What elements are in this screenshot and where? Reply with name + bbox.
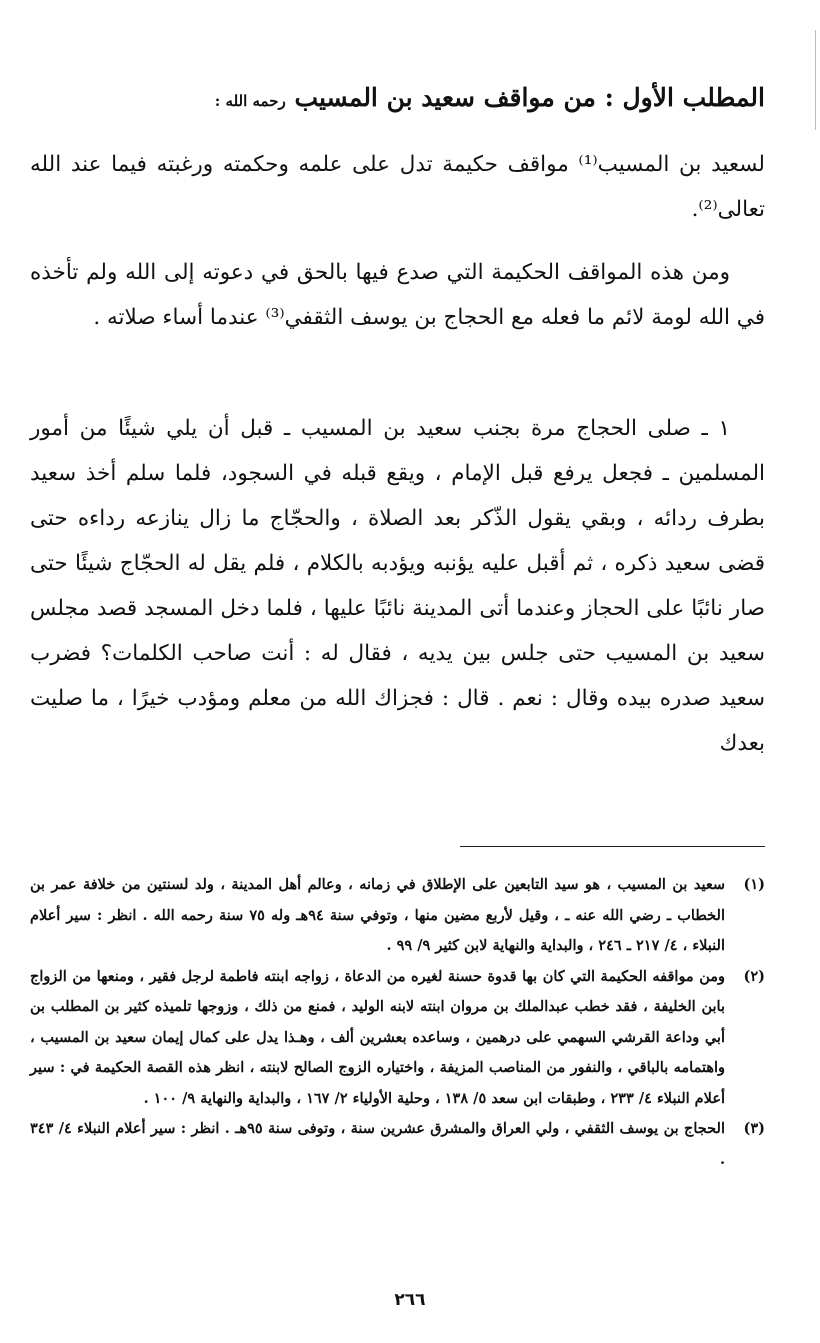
footnote-item [30,1114,765,1175]
heading-honorific: رحمه الله : [214,92,286,110]
footnote-number: (٢) [743,967,765,985]
footnote-text: سعيد بن المسيب ، هو سيد التابعين على الإطلاق في زمانه ، وعالم أهل المدينة ، ولد لسنتين من خلافة عمر بن الخطاب ـ رضي الله عنه ـ ، وقيل لأربع مضين منها ، وتوفي سنة ٩٤هـ وله ٧٥ سنة رحمه الله . انظر : سير أعلام النبلاء ، ٤/ ٢١٧ ـ ٢٤٦ ، والبداية والنهاية لابن كثير ٩/ ٩٩ . [30,876,725,954]
footnote-number: (٣) [743,1120,765,1137]
paragraph-stance: ومن هذه المواقف الحكيمة التي صدع فيها بالحق في دعوته إلى الله ولم تأخذه في الله لومة لائم ما فعله مع الحجاج بن يوسف الثقفي⁽³⁾ عندما أساء صلاته . [30,260,765,330]
footnote-text: ومن مواقفه الحكيمة التي كان بها قدوة حسنة لغيره من الدعاة ، زواجه ابنته فاطمة لرجل فقير ، ومنعها من الزواج بابن الخليفة ، فقد خطب عبدالملك بن مروان ابنته لابنه الوليد ، فمنع من ذلك ، وزوجها تلميذه كثير بن المطلب بن أبي وداعة القرشي السهمي على درهمين ، وساعده بعشرين ألف ، وهـذا يدل على كمال إيمان سعيد بن المسيب ، واهتمامه بالباقي ، والنفور من المناصب المزيفة ، واختياره الزوج الصالح لابنته ، انظر هذه القصة الحكيمة في : سير أعلام النبلاء ٤/ ٢٣٣ ، وطبقات ابن سعد ٥/ ١٣٨ ، وحلية الأولياء ٢/ ١٦٧ ، والبداية والنهاية ٩/ ١٠٠ . [30,967,725,1107]
paragraph-intro: لسعيد بن المسيب⁽¹⁾ مواقف حكيمة تدل على علمه وحكمته ورغبته فيما عند الله تعالى⁽²⁾. [30,152,765,222]
footnote-number: (١) [743,876,765,893]
footnotes [30,870,765,1175]
section-heading [20,78,765,121]
paragraph-story: ١ ـ صلى الحجاج مرة بجنب سعيد بن المسيب ـ قبل أن يلي شيئًا من أمور المسلمين ـ فجعل يرفع قبل الإمام ، ويقع قبله في السجود، فلما سلم أخذ سعيد بطرف ردائه ، وبقي يقول الذّكر بعد الصلاة ، والحجّاج ما زال ينازعه رداءه حتى قضى سعيد ذكره ، ثم أقبل عليه يؤنبه ويؤدبه بالكلام ، فلم يقل له الحجّاج شيئًا حتى صار نائبًا على الحجاز وعندما أتى المدينة نائبًا عليها ، فلما دخل المسجد قصد مجلس سعيد بن المسيب حتى جلس بين يديه ، فقال له : أنت صاحب الكلمات؟ فضرب سعيد صدره بيده وقال : نعم . قال : فجزاك الله من معلم ومؤدب خيرًا ، ما صليت بعدك [30,416,765,756]
page-number: ٢٦٦ [394,1290,426,1310]
footnote-divider [460,846,765,847]
heading-main: المطلب الأول : من مواقف سعيد بن المسيب [294,83,765,112]
footnote-text: الحجاج بن يوسف الثقفي ، ولي العراق والمشرق عشرين سنة ، وتوفى سنة ٩٥هـ . انظر : سير أعلام النبلاء ٤/ ٣٤٣ . [30,1120,725,1168]
scan-edge-mark [815,30,816,130]
footnote-item [30,870,765,962]
footnote-item [30,962,765,1115]
